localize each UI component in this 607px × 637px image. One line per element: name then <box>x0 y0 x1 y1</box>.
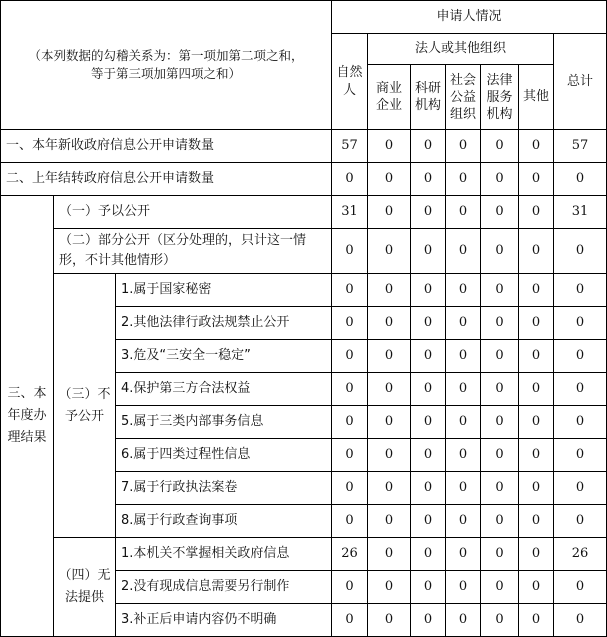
row-label: 4.保护第三方合法权益 <box>116 373 332 406</box>
value-cell: 0 <box>368 472 411 505</box>
value-cell: 0 <box>332 163 368 196</box>
value-cell: 0 <box>554 505 607 538</box>
value-cell: 0 <box>411 130 446 163</box>
table-row <box>1 163 607 196</box>
value-cell: 0 <box>411 439 446 472</box>
applicant-group-header: 申请人情况 <box>332 1 607 34</box>
natural-person-header: 自然人 <box>332 34 368 130</box>
value-cell: 0 <box>332 307 368 340</box>
value-cell: 0 <box>446 505 481 538</box>
value-cell: 0 <box>481 472 519 505</box>
value-cell: 0 <box>446 163 481 196</box>
value-cell: 0 <box>411 163 446 196</box>
value-cell: 0 <box>332 505 368 538</box>
value-cell: 31 <box>554 196 607 229</box>
value-cell: 0 <box>481 373 519 406</box>
value-cell: 0 <box>368 196 411 229</box>
value-cell: 0 <box>481 406 519 439</box>
value-cell: 0 <box>368 340 411 373</box>
value-cell: 0 <box>446 307 481 340</box>
value-cell: 0 <box>332 472 368 505</box>
table-row <box>1 196 607 229</box>
value-cell: 0 <box>519 571 554 604</box>
value-cell: 0 <box>446 604 481 637</box>
value-cell: 0 <box>481 163 519 196</box>
value-cell: 0 <box>481 274 519 307</box>
value-cell: 0 <box>411 274 446 307</box>
row-label: 1.本机关不掌握相关政府信息 <box>116 538 332 571</box>
value-cell: 0 <box>368 373 411 406</box>
value-cell: 0 <box>332 439 368 472</box>
value-cell: 57 <box>554 130 607 163</box>
value-cell: 0 <box>411 538 446 571</box>
value-cell: 0 <box>332 604 368 637</box>
value-cell: 0 <box>481 130 519 163</box>
value-cell: 0 <box>481 538 519 571</box>
value-cell: 0 <box>519 229 554 274</box>
value-cell: 0 <box>519 538 554 571</box>
value-cell: 0 <box>446 571 481 604</box>
value-cell: 0 <box>519 196 554 229</box>
row-label: 2.其他法律行政法规禁止公开 <box>116 307 332 340</box>
commercial-header: 商业企业 <box>368 65 411 130</box>
table-row <box>1 538 607 571</box>
group-4-label: （四）无法提供 <box>54 538 116 637</box>
value-cell: 0 <box>446 538 481 571</box>
value-cell: 0 <box>481 340 519 373</box>
value-cell: 0 <box>411 307 446 340</box>
total-header: 总计 <box>554 34 607 130</box>
other-header: 其他 <box>519 65 554 130</box>
value-cell: 0 <box>554 274 607 307</box>
value-cell: 0 <box>519 340 554 373</box>
value-cell: 0 <box>446 373 481 406</box>
row-label: 5.属于三类内部事务信息 <box>116 406 332 439</box>
value-cell: 0 <box>554 406 607 439</box>
value-cell: 0 <box>519 373 554 406</box>
value-cell: 0 <box>519 439 554 472</box>
row-label: 7.属于行政执法案卷 <box>116 472 332 505</box>
value-cell: 0 <box>446 340 481 373</box>
value-cell: 0 <box>332 406 368 439</box>
table-row <box>1 229 607 274</box>
value-cell: 0 <box>368 604 411 637</box>
value-cell: 0 <box>554 472 607 505</box>
table-row <box>1 130 607 163</box>
row-label: 3.危及“三安全一稳定” <box>116 340 332 373</box>
table-row <box>1 274 607 307</box>
social-welfare-header: 社会公益组织 <box>446 65 481 130</box>
value-cell: 0 <box>554 229 607 274</box>
row-label: 3.补正后申请内容仍不明确 <box>116 604 332 637</box>
value-cell: 0 <box>368 274 411 307</box>
legal-service-header: 法律服务机构 <box>481 65 519 130</box>
value-cell: 0 <box>554 604 607 637</box>
value-cell: 0 <box>332 274 368 307</box>
value-cell: 0 <box>519 472 554 505</box>
value-cell: 0 <box>554 439 607 472</box>
value-cell: 0 <box>411 505 446 538</box>
value-cell: 0 <box>368 538 411 571</box>
row-label: 6.属于四类过程性信息 <box>116 439 332 472</box>
value-cell: 0 <box>368 571 411 604</box>
value-cell: 0 <box>481 505 519 538</box>
research-header: 科研机构 <box>411 65 446 130</box>
value-cell: 0 <box>411 571 446 604</box>
value-cell: 0 <box>411 229 446 274</box>
value-cell: 0 <box>519 274 554 307</box>
value-cell: 0 <box>554 373 607 406</box>
value-cell: 0 <box>446 406 481 439</box>
row-label: （二）部分公开（区分处理的，只计这一情形，不计其他情形） <box>54 229 332 274</box>
row-label: 一、本年新收政府信息公开申请数量 <box>1 130 332 163</box>
value-cell: 0 <box>519 604 554 637</box>
value-cell: 0 <box>332 229 368 274</box>
value-cell: 0 <box>368 505 411 538</box>
value-cell: 0 <box>446 274 481 307</box>
group-3-label: （三）不予公开 <box>54 274 116 538</box>
value-cell: 0 <box>519 406 554 439</box>
value-cell: 0 <box>368 439 411 472</box>
row-label: （一）予以公开 <box>54 196 332 229</box>
value-cell: 57 <box>332 130 368 163</box>
value-cell: 0 <box>368 307 411 340</box>
value-cell: 0 <box>332 340 368 373</box>
value-cell: 0 <box>368 130 411 163</box>
value-cell: 0 <box>411 340 446 373</box>
value-cell: 0 <box>519 130 554 163</box>
value-cell: 0 <box>411 373 446 406</box>
note-cell <box>1 1 332 130</box>
value-cell: 0 <box>554 163 607 196</box>
row-label: 8.属于行政查询事项 <box>116 505 332 538</box>
value-cell: 0 <box>368 406 411 439</box>
value-cell: 0 <box>446 229 481 274</box>
value-cell: 0 <box>446 196 481 229</box>
value-cell: 0 <box>554 571 607 604</box>
value-cell: 0 <box>368 163 411 196</box>
value-cell: 0 <box>481 307 519 340</box>
value-cell: 0 <box>411 472 446 505</box>
value-cell: 0 <box>481 571 519 604</box>
value-cell: 0 <box>411 604 446 637</box>
value-cell: 0 <box>519 307 554 340</box>
value-cell: 0 <box>481 196 519 229</box>
value-cell: 0 <box>411 406 446 439</box>
value-cell: 0 <box>519 163 554 196</box>
legal-group-header: 法人或其他组织 <box>368 34 554 65</box>
section-3-label: 三、本年度办理结果 <box>1 196 54 637</box>
value-cell: 0 <box>481 229 519 274</box>
value-cell: 0 <box>554 340 607 373</box>
value-cell: 0 <box>368 229 411 274</box>
value-cell: 0 <box>519 505 554 538</box>
value-cell: 0 <box>446 130 481 163</box>
value-cell: 0 <box>446 472 481 505</box>
value-cell: 0 <box>332 571 368 604</box>
note-line-1: （本列数据的勾稽关系为：第一项加第二项之和， <box>28 48 304 63</box>
value-cell: 0 <box>332 373 368 406</box>
value-cell: 0 <box>481 604 519 637</box>
value-cell: 0 <box>446 439 481 472</box>
value-cell: 0 <box>411 196 446 229</box>
value-cell: 0 <box>554 307 607 340</box>
value-cell: 26 <box>332 538 368 571</box>
row-label: 2.没有现成信息需要另行制作 <box>116 571 332 604</box>
row-label: 1.属于国家秘密 <box>116 274 332 307</box>
note-line-2: 等于第三项加第四项之和） <box>90 66 241 81</box>
row-label: 二、上年结转政府信息公开申请数量 <box>1 163 332 196</box>
value-cell: 0 <box>481 439 519 472</box>
value-cell: 26 <box>554 538 607 571</box>
value-cell: 31 <box>332 196 368 229</box>
